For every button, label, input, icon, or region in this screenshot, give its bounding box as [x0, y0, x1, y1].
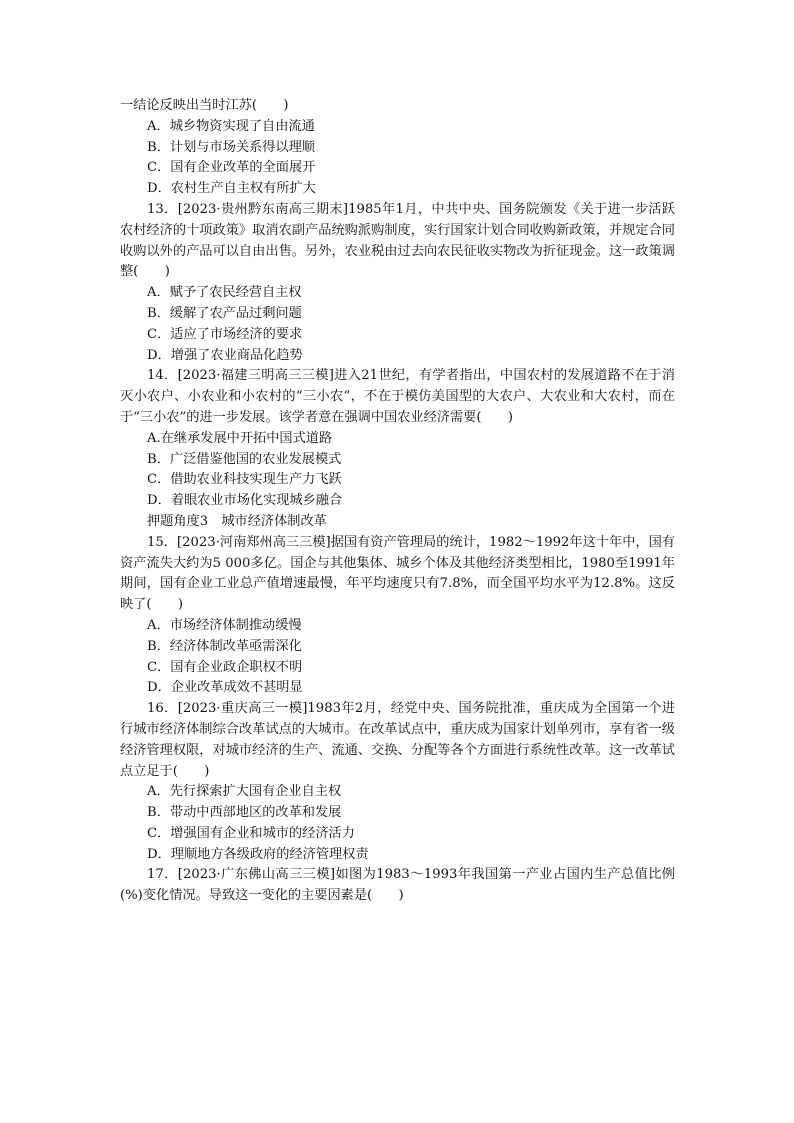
question-16-option-d: D．理顺地方各级政府的经济管理权责 [147, 846, 369, 862]
question-17-stem: 17．[2023·广东佛山高三三模]如图为1983～1993年我国第一产业占国内生产总值比例(%)变化情况。导致这一变化的主要因素是( ) [120, 867, 675, 904]
question-12-option-d: D．农村生产自主权有所扩大 [147, 181, 316, 197]
question-13-stem: 13．[2023·贵州黔东南高三期末]1985年1月，中共中央、国务院颁发《关于进一步活跃农村经济的十项政策》取消农副产品统购派购制度，实行国家计划合同收购新政策，并规定合同收购以外的产品可以自由出售。另外，农业税由过去向农民征收实物改为折征现金。这一政策调整( ) [120, 201, 675, 280]
question-15-option-d: D．企业改革成效不甚明显 [147, 680, 303, 696]
question-13-option-a: A．赋予了农民经营自主权 [147, 285, 302, 301]
question-12-option-c: C．国有企业改革的全面展开 [147, 160, 316, 176]
question-14-stem: 14．[2023·福建三明高三三模]进入21世纪，有学者指出，中国农村的发展道路不在于消灭小农户、小农业和小农村的“三小农”，不在于模仿美国型的大农户、大农业和大农村，而在于“三小农”的进一步发展。该学者意在强调中国农业经济需要( ) [120, 368, 675, 425]
question-12-stem-tail: 一结论反映出当时江苏( ) [120, 98, 289, 113]
question-13-option-d: D．增强了农业商品化趋势 [147, 347, 303, 363]
question-13-option-b: B．缓解了农产品过剩问题 [147, 305, 302, 321]
question-15-stem: 15．[2023·河南郑州高三三模]据国有资产管理局的统计，1982～1992年这十年中，国有资产流失大约为5 000多亿。国企与其他集体、城乡个体及其他经济类型相比，1980至1991年期间，国有企业工业总产值增速最慢，年平均速度只有7.8%，而全国平均水平为12.8%。这反映了( ) [120, 534, 675, 613]
question-text-block [120, 96, 675, 907]
question-16-option-c: C．增强国有企业和城市的经济活力 [147, 825, 355, 841]
question-14-option-b: B．广泛借鉴他国的农业发展模式 [147, 451, 342, 467]
question-14-option-c: C．借助农业科技实现生产力飞跃 [147, 472, 342, 488]
question-16-option-b: B．带动中西部地区的改革和发展 [147, 805, 342, 821]
question-12-option-a: A．城乡物资实现了自由流通 [147, 118, 315, 134]
question-16-stem: 16．[2023·重庆高三一模]1983年2月，经党中央、国务院批准，重庆成为全国第一个进行城市经济体制综合改革试点的大城市。在改革试点中，重庆成为国家计划单列市，享有省一级经济管理权限，对城市经济的生产、流通、交换、分配等各个方面进行系统性改革。这一改革试点立足于( ) [120, 701, 675, 779]
question-14-option-a: A.在继承发展中开拓中国式道路 [147, 430, 333, 446]
question-15-option-b: B．经济体制改革亟需深化 [147, 638, 302, 654]
section-heading: 押题角度3 城市经济体制改革 [147, 513, 327, 529]
question-14-option-d: D．着眼农业市场化实现城乡融合 [147, 493, 343, 509]
question-16-option-a: A．先行探索扩大国有企业自主权 [147, 784, 342, 800]
question-15-option-a: A．市场经济体制推动缓慢 [147, 617, 302, 633]
question-13-option-c: C．适应了市场经济的要求 [147, 326, 303, 342]
question-12-option-b: B．计划与市场关系得以理顺 [147, 139, 315, 155]
question-15-option-c: C．国有企业政企职权不明 [147, 659, 303, 675]
